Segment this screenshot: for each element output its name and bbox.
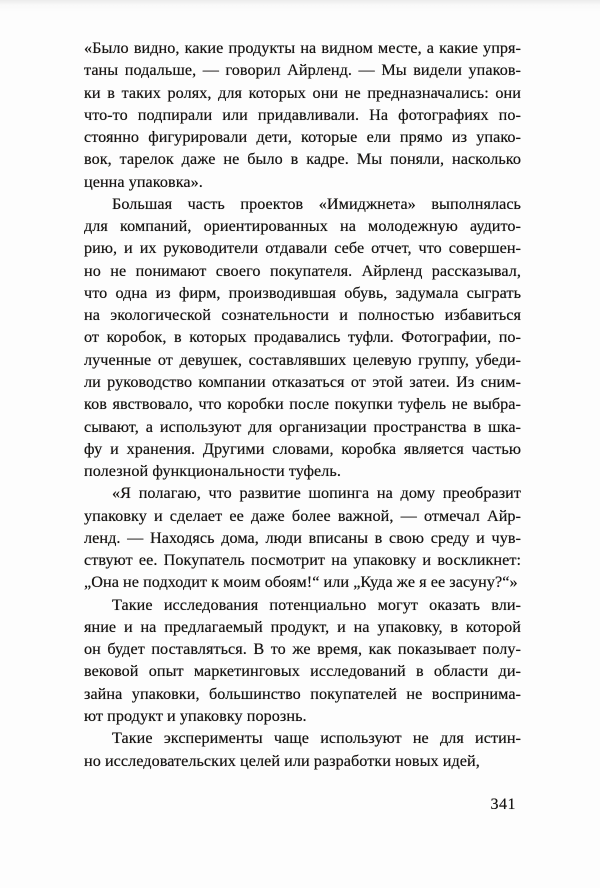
text-line: ствуют ее. Покупатель посмотрит на упаковку и воскликнет:	[84, 551, 521, 570]
paragraph	[84, 37, 521, 193]
text-line: „Она не подходит к моим обоям!“ или „Куда же я ее засуну?“»	[84, 573, 518, 592]
text-line: ценна упаковка».	[84, 172, 203, 191]
text-line: рию, и их руководители отдавали себе отчет, что совершен-	[84, 239, 521, 258]
text-line: сывают, а используют для организации пространства в шка-	[84, 417, 521, 436]
text-line: «Было видно, какие продукты на видном месте, а какие упря-	[84, 39, 521, 57]
text-line: стоянно фигурировали дети, которые ели прямо из упако-	[84, 128, 521, 147]
text-line: упаковку и сделает ее даже более важной, — отмечал Айр-	[84, 506, 521, 525]
text-line: для компаний, ориентированных на молодежную аудито-	[84, 217, 521, 236]
text-line: Такие исследования потенциально могут оказать вли-	[112, 595, 521, 614]
text-line: зайна упаковки, большинство покупателей не воспринима-	[84, 684, 521, 703]
paragraph	[84, 727, 521, 772]
text-line: ленд. — Находясь дома, люди вписаны в свою среду и чув-	[84, 528, 521, 547]
text-line: но исследовательских целей или разработки новых идей,	[84, 751, 480, 770]
paragraph	[84, 193, 521, 482]
text-line: от коробок, в которых продавались туфли. Фотографии, по-	[84, 328, 521, 347]
text-line: но не понимают своего покупателя. Айрленд рассказывал,	[84, 261, 521, 280]
page-number: 341	[490, 796, 516, 813]
text-line: полезной функциональности туфель.	[84, 462, 341, 481]
paragraph	[84, 482, 521, 593]
text-line: «Я полагаю, что развитие шопинга на дому преобразит	[112, 484, 521, 503]
text-line: на экологической сознательности и полностью избавиться	[84, 306, 521, 325]
text-line: что-то подпирали или придавливали. На фотографиях по-	[84, 105, 521, 124]
text-line: вок, тарелок даже не было в кадре. Мы поняли, насколько	[84, 150, 521, 169]
text-line: ков явствовало, что коробки после покупки туфель не выбра-	[84, 395, 521, 414]
text-line: лученные от девушек, составлявших целевую группу, убеди-	[84, 350, 521, 369]
text-line: вековой опыт маркетинговых исследований в области ди-	[84, 662, 521, 681]
text-line: Такие эксперименты чаще используют не для истин-	[112, 729, 521, 748]
page-text	[84, 37, 521, 772]
text-line: ют продукт и упаковку порознь.	[84, 706, 307, 725]
text-line: яние и на предлагаемый продукт, и на упаковку, в которой	[84, 617, 521, 636]
text-line: ли руководство компании отказаться от этой затеи. Из сним-	[84, 372, 521, 391]
text-line: Большая часть проектов «Имиджнета» выполнялась	[112, 194, 521, 213]
text-line: что одна из фирм, производившая обувь, задумала сыграть	[84, 283, 521, 302]
text-line: фу и хранения. Другими словами, коробка является частью	[84, 439, 521, 458]
text-line: он будет поставляться. В то же время, как показывает полу-	[84, 640, 521, 659]
text-line: таны подальше, — говорил Айрленд. — Мы видели упаков-	[84, 61, 521, 80]
text-line: ки в таких ролях, для которых они не предназначались: они	[84, 83, 521, 102]
paragraph	[84, 594, 521, 728]
